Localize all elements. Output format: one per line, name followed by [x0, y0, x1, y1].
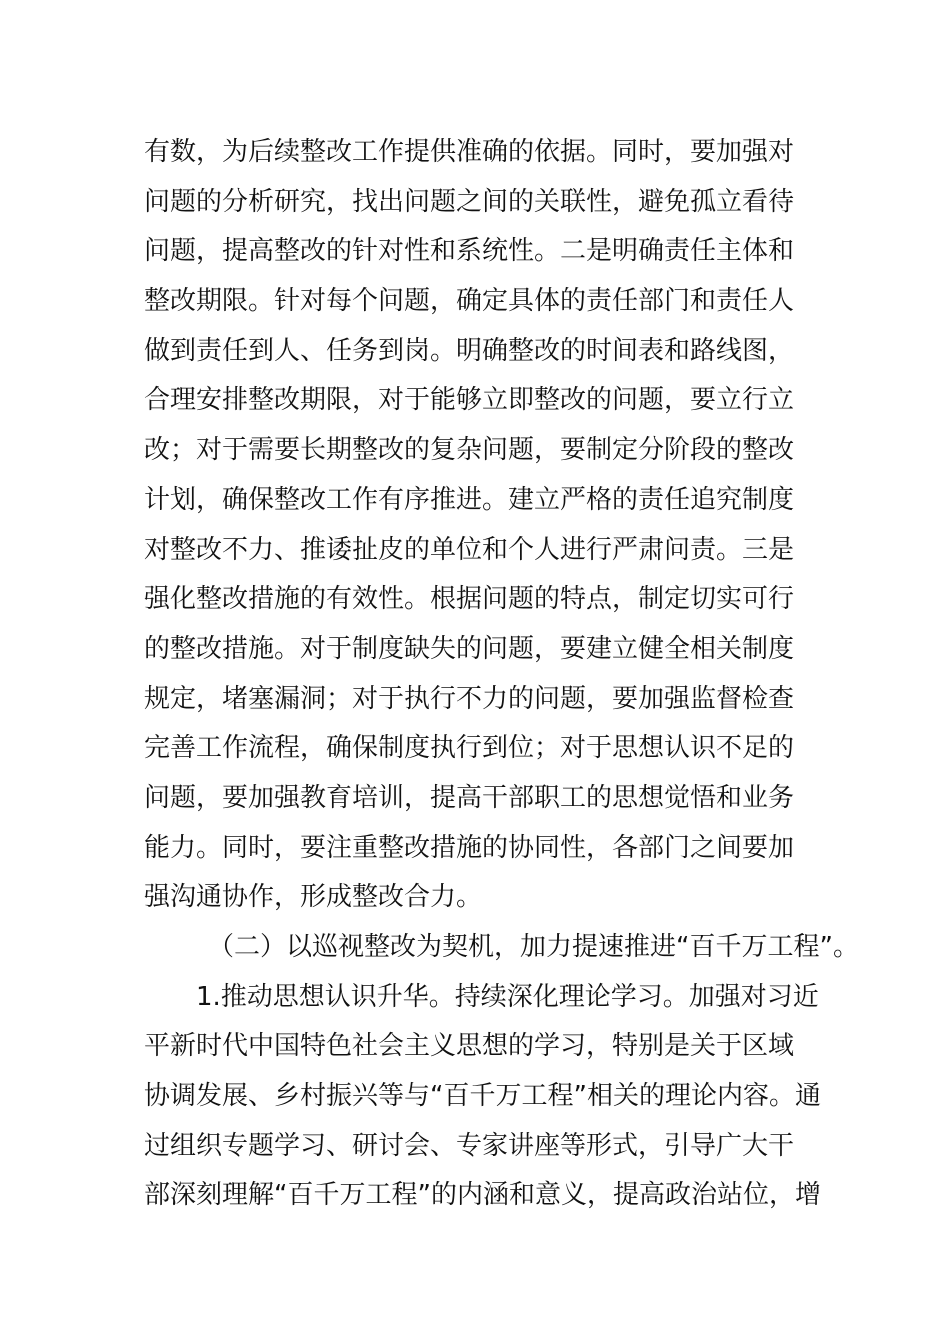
paragraph-line: 整改期限。针对每个问题，确定具体的责任部门和责任人	[144, 286, 795, 317]
paragraph-line: 改；对于需要长期整改的复杂问题，要制定分阶段的整改	[144, 435, 795, 466]
subsection-line: 平新时代中国特色社会主义思想的学习，特别是关于区域	[144, 1031, 795, 1062]
paragraph-line: 问题，提高整改的针对性和系统性。二是明确责任主体和	[144, 236, 795, 267]
paragraph-line: 有数，为后续整改工作提供准确的依据。同时，要加强对	[144, 137, 795, 167]
paragraph-line: 规定，堵塞漏洞；对于执行不力的问题，要加强监督检查	[144, 683, 795, 714]
paragraph-line: 的整改措施。对于制度缺失的问题，要建立健全相关制度	[144, 633, 795, 664]
paragraph-line: 计划，确保整改工作有序推进。建立严格的责任追究制度	[144, 484, 795, 515]
paragraph-line: 完善工作流程，确保制度执行到位；对于思想认识不足的	[144, 733, 795, 764]
paragraph-line: 强沟通协作，形成整改合力。	[144, 882, 483, 913]
paragraph-line: 能力。同时，要注重整改措施的协同性，各部门之间要加	[144, 832, 795, 863]
paragraph-line: 合理安排整改期限，对于能够立即整改的问题，要立行立	[144, 385, 795, 416]
paragraph-line: 问题，要加强教育培训，提高干部职工的思想觉悟和业务	[144, 782, 795, 813]
paragraph-line: 问题的分析研究，找出问题之间的关联性，避免孤立看待	[144, 186, 795, 217]
body-text	[144, 128, 859, 1221]
paragraph-line: 对整改不力、推诿扯皮的单位和个人进行严肃问责。三是	[144, 534, 795, 565]
paragraph-line: 做到责任到人、任务到岗。明确整改的时间表和路线图，	[144, 335, 795, 366]
paragraph-line: 强化整改措施的有效性。根据问题的特点，制定切实可行	[144, 584, 795, 615]
subsection-line: 1.推动思想认识升华。持续深化理论学习。加强对习近	[196, 981, 819, 1012]
subsection-line: 过组织专题学习、研讨会、专家讲座等形式，引导广大干	[144, 1130, 795, 1161]
subsection-line: 协调发展、乡村振兴等与“百千万工程”相关的理论内容。通	[144, 1081, 821, 1112]
section-heading: （二）以巡视整改为契机，加力提速推进“百千万工程”。	[208, 932, 859, 962]
subsection-line: 部深刻理解“百千万工程”的内涵和意义，提高政治站位，增	[144, 1180, 821, 1211]
